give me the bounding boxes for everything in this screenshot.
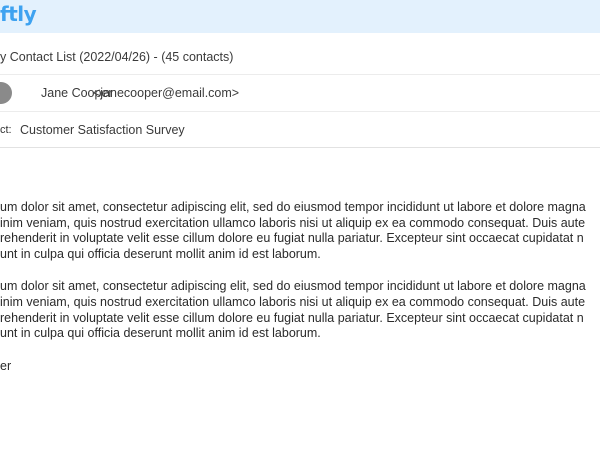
- sender-email: <janecooper@email.com>: [93, 86, 240, 100]
- email-body[interactable]: [0, 200, 600, 374]
- sender-avatar: [0, 82, 12, 104]
- recipient-list-label[interactable]: y Contact List (2022/04/26) - (45 contacts): [0, 50, 234, 64]
- body-line: inim veniam, quis nostrud exercitation ullamco laboris nisi ut aliquip ex ea commodo consequat. Duis aute: [0, 215, 586, 230]
- from-row: [0, 75, 600, 112]
- body-line: rehenderit in voluptate velit esse cillum dolore eu fugiat nulla pariatur. Excepteur sint occaecat cupidatat n: [0, 310, 584, 325]
- body-paragraph: [0, 200, 600, 262]
- body-line: um dolor sit amet, consectetur adipiscing elit, sed do eiusmod tempor incididunt ut labore et dolore magna: [0, 279, 586, 294]
- subject-label: ct:: [0, 124, 12, 136]
- subject-row: [0, 112, 600, 148]
- sender-name: Jane Cooper: [41, 86, 113, 100]
- app-logo: ftly: [0, 2, 37, 26]
- body-line: unt in culpa qui officia deserunt mollit anim id est laborum.: [0, 246, 321, 261]
- body-paragraph: [0, 279, 600, 341]
- body-line: rehenderit in voluptate velit esse cillum dolore eu fugiat nulla pariatur. Excepteur sint occaecat cupidatat n: [0, 231, 584, 246]
- subject-text[interactable]: Customer Satisfaction Survey: [20, 123, 185, 137]
- body-line: unt in culpa qui officia deserunt mollit anim id est laborum.: [0, 326, 321, 341]
- body-line: um dolor sit amet, consectetur adipiscing elit, sed do eiusmod tempor incididunt ut labore et dolore magna: [0, 200, 586, 214]
- body-line: inim veniam, quis nostrud exercitation ullamco laboris nisi ut aliquip ex ea commodo consequat. Duis aute: [0, 294, 586, 309]
- to-row: [0, 39, 600, 75]
- top-bar: [0, 0, 600, 33]
- signature: er: [0, 358, 12, 373]
